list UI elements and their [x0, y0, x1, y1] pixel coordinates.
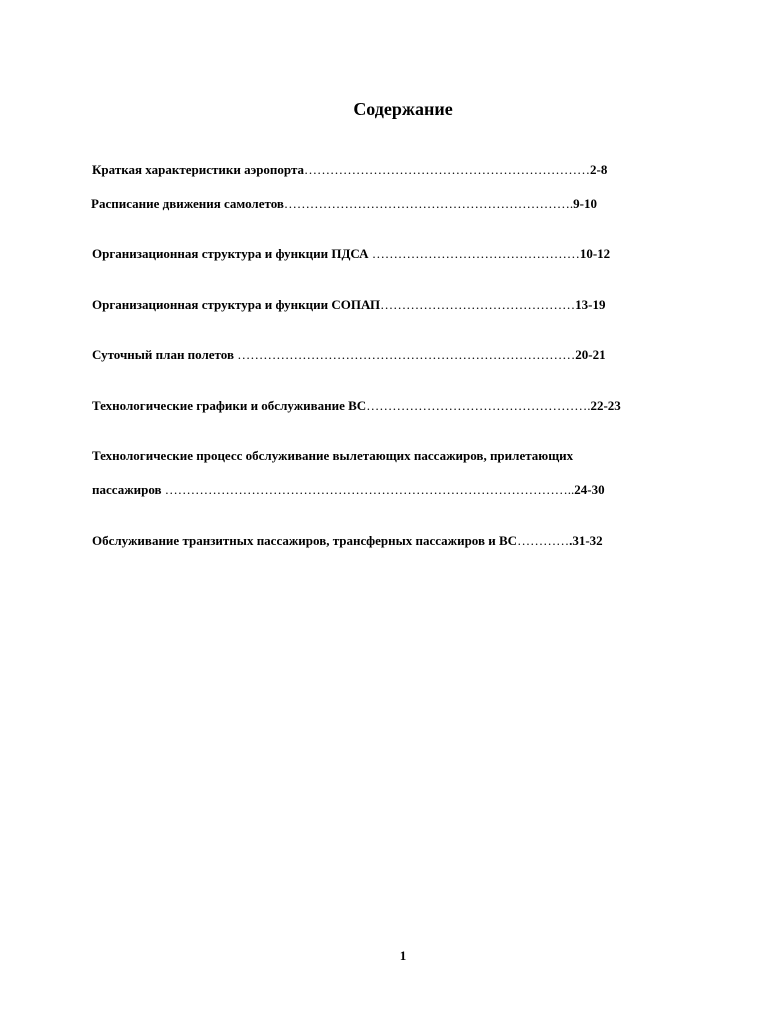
toc-entry-page: 24-30 — [574, 482, 605, 497]
toc-entry — [92, 161, 607, 179]
toc-entry — [92, 397, 621, 415]
toc-entry-text: Технологические графики и обслуживание ВС — [92, 398, 367, 413]
page-title: Содержание — [353, 99, 453, 119]
toc-entry-text: пассажиров — [92, 482, 165, 497]
toc-entry-page: .31-32 — [569, 533, 603, 548]
toc-entry-leader: ……………………………………………. — [366, 398, 591, 413]
toc-entry-page: 2-8 — [590, 162, 608, 177]
toc-entry-text: Расписание движения самолетов — [91, 196, 284, 211]
toc-entry — [92, 481, 605, 499]
toc-entry-leader: …………………………………………………………………… — [237, 347, 576, 362]
toc-entry-leader: ……………………………………… — [380, 297, 576, 312]
toc-entry — [92, 245, 610, 263]
toc-entry-text: Суточный план полетов — [92, 347, 238, 362]
toc-entry-text: Технологические процесс обслуживание вылетающих пассажиров, прилетающих — [92, 448, 574, 463]
toc-entry-text: Обслуживание транзитных пассажиров, трансферных пассажиров и ВС — [92, 533, 518, 548]
toc-entry-page: 20-21 — [575, 347, 606, 362]
toc-entry — [92, 447, 573, 465]
toc-entry-text: Организационная структура и функции СОПАП — [92, 297, 381, 312]
toc-entry-page: 22-23 — [590, 398, 621, 413]
toc-entry-leader: ………………………………………………………… — [304, 162, 591, 177]
toc-entry-leader: ………………………………………… — [371, 246, 580, 261]
toc-entry — [91, 195, 597, 213]
toc-entry-text: Краткая характеристики аэропорта — [92, 162, 305, 177]
toc-entry-page: 13-19 — [575, 297, 606, 312]
toc-entry — [92, 346, 606, 364]
toc-entry — [92, 296, 606, 314]
toc-entry-leader: ………………………………………………………………………………….. — [164, 482, 575, 497]
toc-entry-leader: ………… — [517, 533, 570, 548]
toc-entry — [92, 532, 603, 550]
page-number: 1 — [399, 948, 407, 963]
toc-entry-page: 10-12 — [579, 246, 611, 261]
toc-entry-text: Организационная структура и функции ПДСА — [92, 246, 372, 261]
toc-entry-page: 9-10 — [573, 196, 598, 211]
toc-entry-leader: …………………………………………………………. — [283, 196, 574, 211]
